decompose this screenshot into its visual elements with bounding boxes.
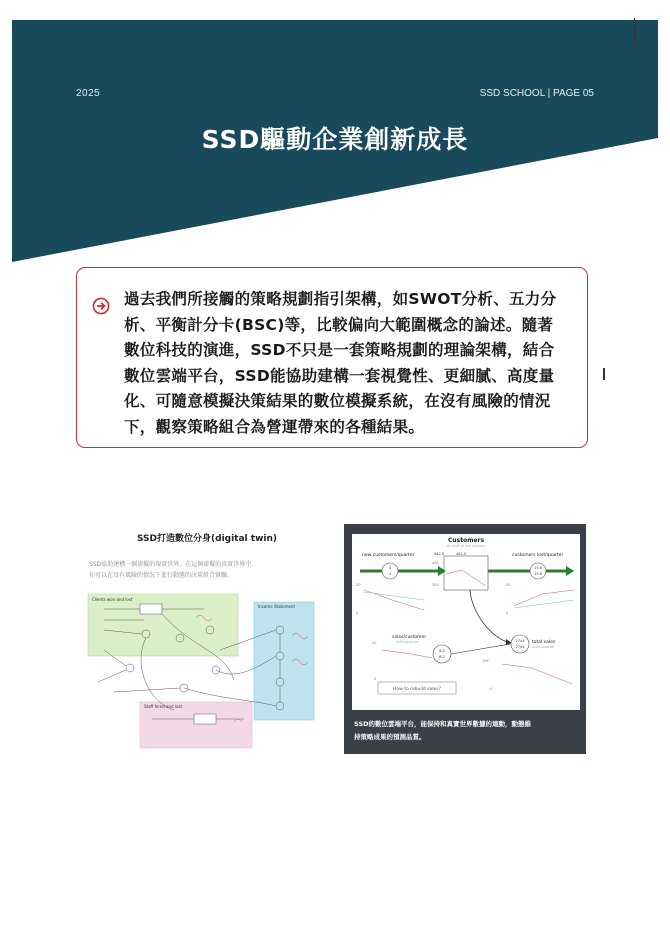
axis-0-b: 0	[506, 611, 509, 615]
figure-right-caption-line: 持策略成果的預測品質。	[354, 733, 426, 741]
callout-text	[124, 287, 576, 440]
new-customers-b: 4	[388, 572, 392, 576]
customers-value-a: 442.5	[434, 552, 445, 556]
stock-flow-diagram	[84, 590, 320, 752]
customers-lost-a: 15.6	[534, 566, 542, 570]
figure-left-desc-line: SSD協助建構一個虛擬的現實世界，在這個虛擬的真實世界中，	[89, 561, 258, 568]
total-b: 2744	[515, 645, 525, 649]
sales-customer-sub: units/quarter	[396, 640, 419, 644]
figure-left-title: SSD打造數位分身(digital twin)	[136, 534, 277, 544]
customers-lost-label: customers lost/quarter	[512, 553, 564, 558]
total-sales-node	[511, 635, 529, 653]
question-text: How to rebuild sales?	[392, 687, 442, 692]
callout-line: 析、平衡計分卡(BSC)等，比較偏向大範圍概念的論述。隨著	[124, 315, 554, 334]
callout-line: 下，觀察策略組合為營運帶來的各種結果。	[124, 417, 425, 436]
header-year: 2025	[76, 88, 101, 99]
clients-panel	[88, 594, 238, 656]
total-sales-sub: units/quarter	[532, 645, 555, 649]
total-a: 2744	[515, 639, 525, 643]
axis-20-b: 20	[506, 583, 511, 587]
axis-300: 300	[432, 583, 439, 587]
simulation-model	[352, 534, 580, 710]
axis-400: 400	[432, 561, 439, 565]
axis-0-d: 0	[490, 687, 493, 691]
total-sales-label: total sales	[532, 640, 556, 645]
header-page-info: SSD SCHOOL | PAGE 05	[479, 88, 594, 99]
customers-sub: at start of the quarter	[446, 544, 486, 548]
clients-panel-label: Clients won and lost	[92, 597, 133, 602]
axis-20-a: 20	[356, 583, 361, 587]
new-customers-label: new customers/quarter	[362, 553, 415, 558]
customers-value-b: 442.5	[456, 552, 467, 556]
customers-label: Customers	[447, 537, 485, 544]
scan-mark	[603, 368, 605, 380]
income-panel	[254, 602, 314, 720]
callout-line: 數位科技的演進，SSD不只是一套策略規劃的理論架構，結合	[124, 341, 555, 359]
scan-mark	[634, 18, 635, 42]
axis-10k: 10K	[482, 659, 489, 663]
axis-20-c: 20	[372, 641, 377, 645]
axis-0-c: 0	[374, 677, 377, 681]
sales-b: 6.2	[439, 655, 445, 659]
new-customers-a: 4	[388, 566, 392, 570]
sales-customer-label: sales/customer	[392, 635, 427, 640]
page-title: SSD驅動企業創新成長	[201, 125, 469, 154]
figure-right-caption-line: SSD的數位雲端平台，能保持和真實世界數據的連動，動態維	[354, 720, 531, 728]
figure-left-desc-line: 你可以在沒有風險的情況下進行動態的決策組合實驗。	[89, 572, 234, 579]
figure-left-description	[89, 559, 329, 581]
customers-lost-b: 15.6	[534, 572, 542, 576]
sales-customer-node	[433, 645, 451, 663]
axis-0-a: 0	[356, 611, 359, 615]
figure-right-caption	[354, 718, 582, 744]
callout-line: 化、可隨意模擬決策結果的數位模擬系統，在沒有風險的情況	[124, 392, 551, 410]
arrow-right-circle-icon	[92, 297, 110, 315]
income-panel-label: Income Statement	[258, 604, 296, 609]
callout-line: 過去我們所接觸的策略規劃指引架構，如SWOT分析、五力分	[124, 290, 557, 308]
sales-a: 6.2	[439, 649, 445, 653]
callout-line: 數位雲端平台，SSD能協助建構一套視覺性、更細膩、高度量	[124, 366, 555, 385]
staff-panel-label: Staff hired and lost	[144, 704, 183, 709]
